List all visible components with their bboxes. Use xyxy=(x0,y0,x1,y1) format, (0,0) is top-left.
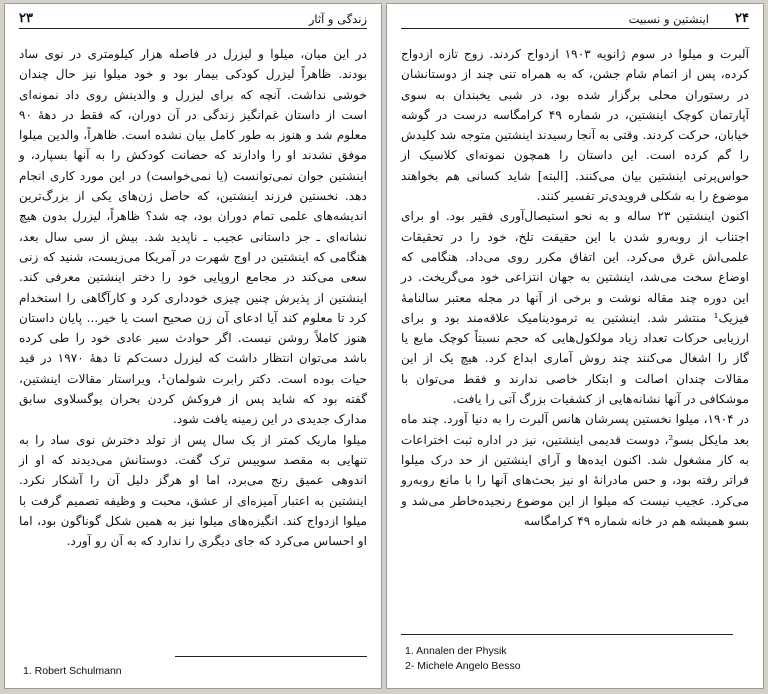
footnote: 1. Robert Schulmann xyxy=(23,665,122,677)
footnote-rule xyxy=(401,634,733,635)
running-title: زندگی و آثار xyxy=(308,12,367,26)
page-body xyxy=(19,44,367,551)
page-body xyxy=(401,44,749,531)
page-number: ۲۳ xyxy=(19,11,33,26)
paragraph: میلوا ماریک کمتر از یک سال پس از تولد دخترش نوی ساد را به تنهایی به مقصد سوییس ترک گفت. دوستانش می‌دیدند که او از اندوهی عمیق رنج می‌برد، اما او هرگز دلیل آن را آشکار نکرد. اینشتین به اعتبار آمیزه‌ای از عشق، محبت و وظیفه تصمیم گرفت با میلوا ازدواج کند. انگیزه‌های میلوا نیز به همین شکل گوناگون بود، اما او احساس می‌کرد که جای دیگری را ندارد که به آن رو آورد. xyxy=(19,432,367,549)
paragraph: در این میان، میلوا و لیزرل در فاصله هزار کیلومتری در نوی ساد بودند. ظاهراً لیزرل کودکی بیمار بود و خود میلوا نیز حال چندان خوشی نداشت. آنچه که برای لیزرل و والدینش روی داد نمونه‌ای است از داستان غم‌انگیز زندگی در آن دوران، که فقط در دههٔ ۹۰ معلوم شد و هنوز به طور کامل بیان نشده است. ظاهراً، والدین میلوا موفق نشدند او را وادارند که حضانت کودکش را به آنها بسپارد، و اینشتین جوان نمی‌توانست (یا نمی‌خواست) در این مورد کاری انجام دهد. نخستین فرزند اینشتین، که حاصل ژن‌های یکی از بزرگ‌ترین اندیشه‌های علمی تمام دوران بود، چه شد؟ ظاهراً، لیزرل بدون هیچ نشانه‌ای ـ جز داستانی عجیب ـ ناپدید شد. بیش از سی سال بعد، هنگامی که اینشتین در اوج شهرت در آمریکا می‌زیست، شنید که زنی سعی می‌کند در مجامع اروپایی خود را دختر اینشتین معرفی کند. اینشتین از پذیرش چنین چیزی خودداری کرد و کارآگاهی را استخدام کرد تا معلوم کند آیا ادعای آن زن صحیح است یا خیر... پایان داستان هنوز کاملاً روشن نیست. اگر حوادث سیر عادی خود را طی کرده باشد می‌توان انتظار داشت که لیزرل دست‌کم تا دههٔ ۱۹۷۰ در قید حیات بوده است. دکتر رابرت شولمان¹، ویراستار مقالات اینشتین، گفته بود که شاید پس از فروکش کردن بحران یوگسلاوی سابق مدارک جدیدی در این زمینه یافت شود. xyxy=(19,47,367,427)
paragraph: آلبرت و میلوا در سوم ژانویه ۱۹۰۳ ازدواج کردند. زوج تازه ازدواج کرده، پس از اتمام شام جشن، که به همراه تنی چند از دوستانشان در رستوران محلی برگزار شده بود، در شبی یخبندان به سوی آپارتمان کوچک اینشتین، در شماره ۴۹ کرامگاسه درست در گوشه خیابان، حرکت کردند. وقتی به آنجا رسیدند اینشتین متوجه شد کلیدش را گم کرده است. این داستان را همچون نمونه‌ای کلاسیک از حواس‌پرتی اینشتین بیان می‌کنند. [البته] شاید کسانی هم بخواهند موضوع را به شکلی فرویدی‌تر تفسیر کنند. xyxy=(401,47,749,204)
footnote: 1. Annalen der Physik xyxy=(405,645,507,657)
left-page xyxy=(4,3,382,689)
footnote: 2- Michele Angelo Besso xyxy=(405,660,521,672)
page-header xyxy=(19,10,367,29)
page-header xyxy=(401,10,749,29)
paragraph: اکنون اینشتین ۲۳ ساله و به نحو استیصال‌آوری فقیر بود. او برای اجتناب از روبه‌رو شدن با این حقیقت تلخ، خود را در تحقیقات علمی‌اش غرق می‌کرد. این اتفاق مکرر روی می‌داد. هنگامی که اوضاع سخت می‌شد، اینشتین به جهان انتزاعی خود می‌گریخت. در این دوره چند مقاله نوشت و برخی از آنها در مجله معتبر سالنامهٔ فیزیک¹ منتشر شد. اینشتین به ترمودینامیک علاقه‌مند بود و برای ارزیابی حرکات تعداد زیاد مولکول‌هایی که حجم نسبتاً کوچک مایع یا گاز را اشغال می‌کنند چند روش آماری ابداع کرد. هیچ یک از این مقالات چندان اصالت و ابتکار خاصی ندارند و فقط می‌توان با موشکافی در آنها نشانه‌هایی از کشفیات بزرگ آتی را یافت. xyxy=(401,209,750,407)
footnote-rule xyxy=(175,656,367,657)
right-page xyxy=(386,3,764,689)
page-number: ۲۴ xyxy=(735,11,749,26)
paragraph: در ۱۹۰۴، میلوا نخستین پسرشان هانس آلبرت را به دنیا آورد. چند ماه بعد مایکل بسو²، دوست قدیمی اینشتین، نیز در اداره ثبت اختراعات به کار مشغول شد. اکنون ایده‌ها و آرای اینشتین از حد درک میلوا فراتر رفته بود، و حس مادرانهٔ او نیز بحث‌های آنها را با مانع روبه‌رو می‌کرد. عجیب نیست که میلوا از این موضوع رنجیده‌خاطر می‌شد و بسو همیشه هم در خانه شماره ۴۹ کرامگاسه xyxy=(401,412,750,528)
running-title: اینشتین و نسبیت xyxy=(628,12,709,26)
